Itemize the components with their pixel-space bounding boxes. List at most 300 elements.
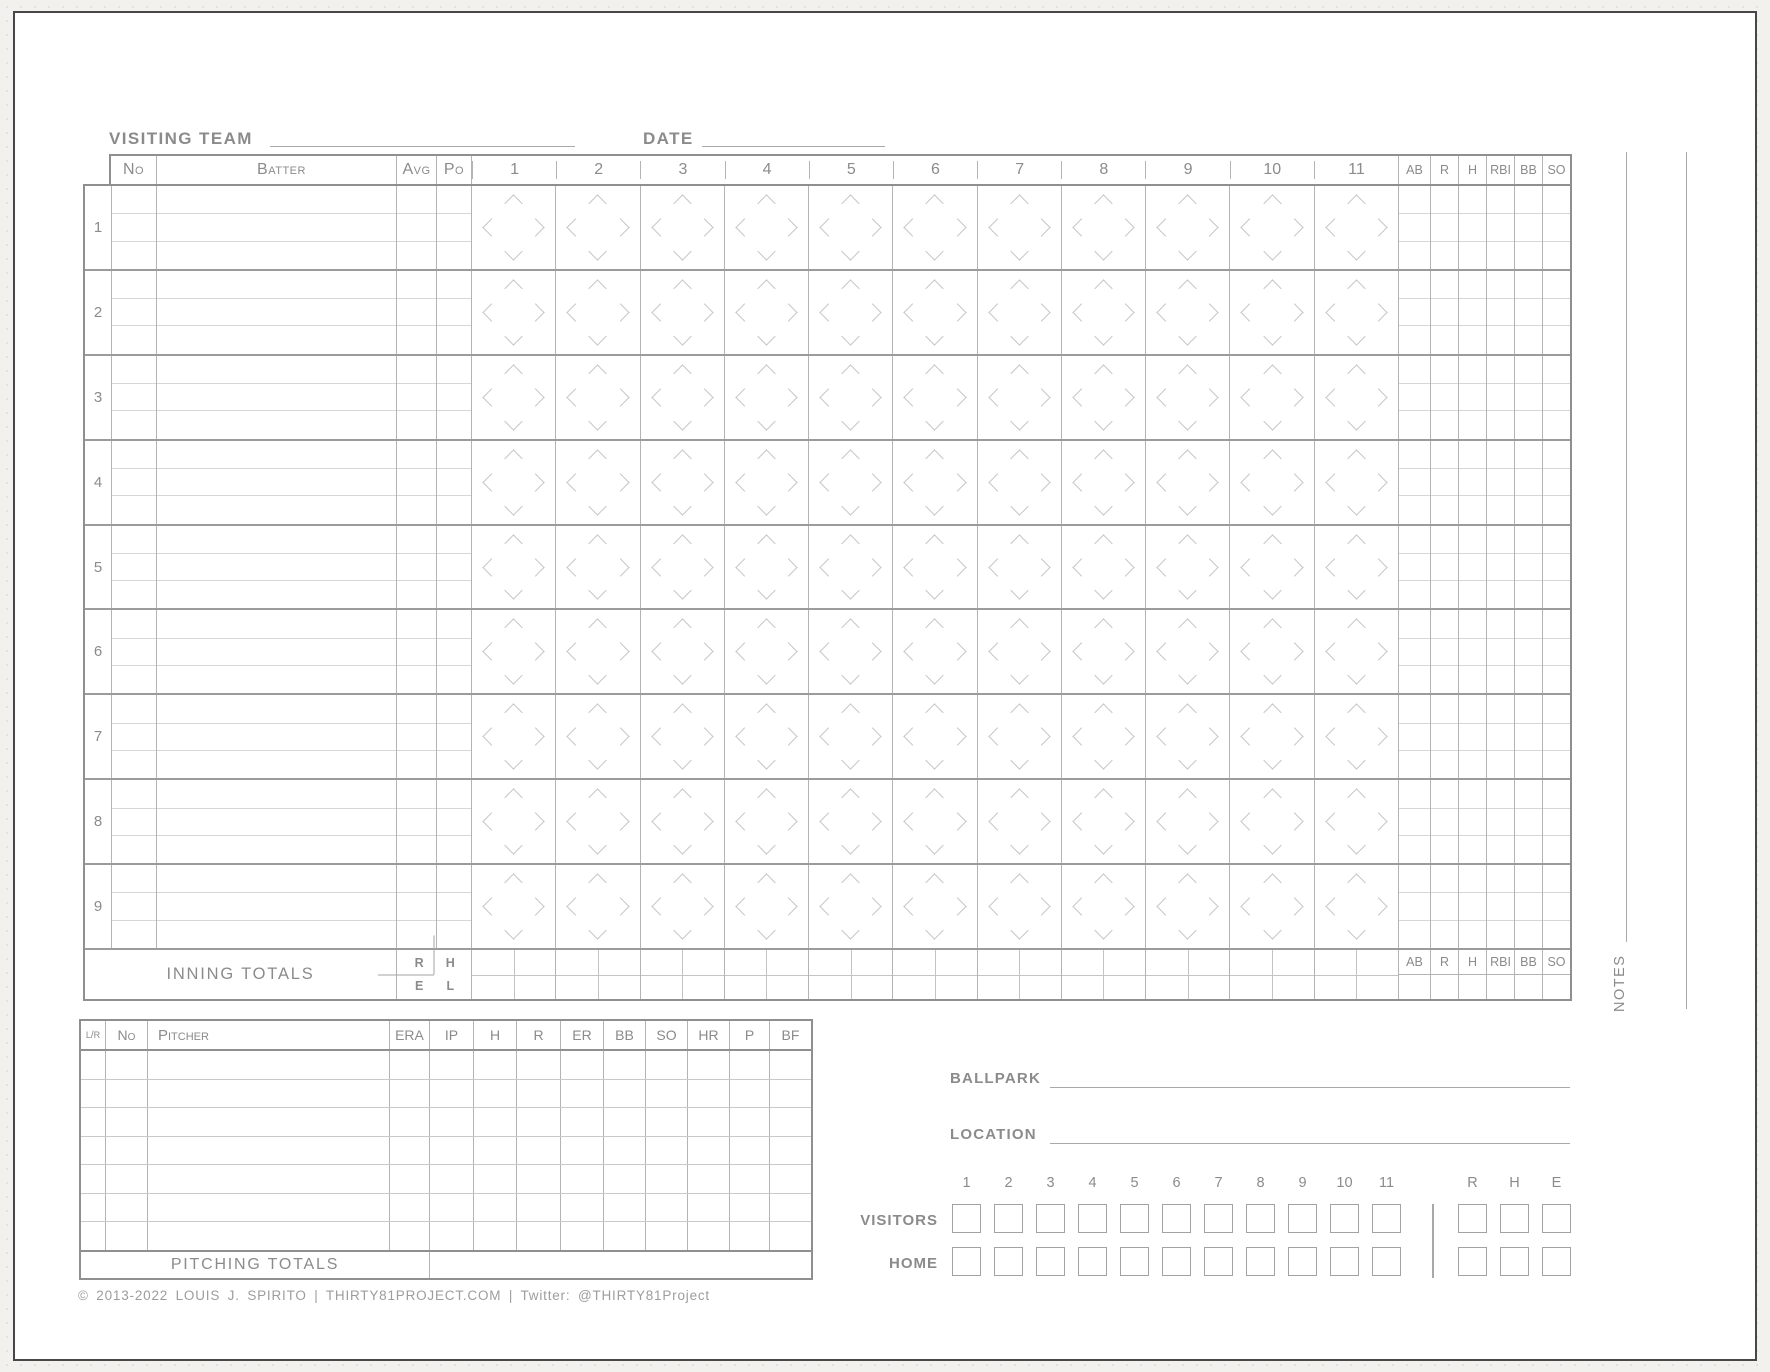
basepath-down-chevron-icon <box>1179 667 1197 685</box>
pitcher-p-cell <box>729 1108 769 1136</box>
inning-totals-label: INNING TOTALS <box>166 965 315 983</box>
linescore-inning-header-8: 8 <box>1256 1175 1265 1191</box>
basepath-down-chevron-icon <box>1347 582 1365 600</box>
basepath-left-chevron-icon <box>567 728 585 746</box>
inning-totals-cell-8 <box>1061 950 1145 999</box>
batter-po-cell <box>436 441 471 524</box>
at-bat-diamond-cell-inning-9 <box>1145 526 1229 609</box>
basepath-up-chevron-icon <box>757 279 775 297</box>
pitching-col-hr: HR <box>687 1021 729 1049</box>
batter-stat-cell-h <box>1458 186 1486 269</box>
at-bat-diamond-cell-inning-5 <box>808 610 892 693</box>
pitcher-hr-cell <box>687 1080 729 1108</box>
basepath-left-chevron-icon <box>1156 303 1174 321</box>
basepath-up-chevron-icon <box>1094 364 1112 382</box>
batter-po-cell <box>436 271 471 354</box>
basepath-up-chevron-icon <box>1094 789 1112 807</box>
totals-stat-label: SO <box>1543 950 1570 975</box>
basepath-up-chevron-icon <box>673 873 691 891</box>
batter-stat-cell-bb <box>1514 186 1542 269</box>
pitcher-lr-cell <box>81 1222 105 1250</box>
pitcher-bb-cell <box>603 1108 645 1136</box>
basepath-left-chevron-icon <box>482 728 500 746</box>
at-bat-diamond-cell-inning-8 <box>1061 865 1145 948</box>
basepath-down-chevron-icon <box>1179 836 1197 854</box>
basepath-left-chevron-icon <box>1156 558 1174 576</box>
at-bat-diamond-cell-inning-2 <box>555 610 639 693</box>
basepath-down-chevron-icon <box>1010 497 1028 515</box>
basepath-down-chevron-icon <box>673 921 691 939</box>
basepath-down-chevron-icon <box>1263 752 1281 770</box>
at-bat-diamond-cell-inning-6 <box>892 865 976 948</box>
basepath-right-chevron-icon <box>527 388 545 406</box>
at-bat-diamond-cell-inning-6 <box>892 526 976 609</box>
pitcher-h-cell <box>473 1165 516 1193</box>
batter-po-cell <box>436 526 471 609</box>
basepath-up-chevron-icon <box>589 194 607 212</box>
batting-inning-header-6: 6 <box>893 161 977 179</box>
batter-stat-cell-bb <box>1514 356 1542 439</box>
basepath-left-chevron-icon <box>988 728 1006 746</box>
batter-stat-cell-h <box>1458 526 1486 609</box>
inning-totals-row <box>85 948 1570 999</box>
at-bat-diamond-cell-inning-10 <box>1229 780 1313 863</box>
at-bat-diamond-cell-inning-6 <box>892 780 976 863</box>
basepath-right-chevron-icon <box>1201 473 1219 491</box>
batter-stat-cell-bb <box>1514 271 1542 354</box>
pitcher-name-cell <box>147 1080 389 1108</box>
pitcher-bb-cell <box>603 1051 645 1079</box>
at-bat-diamond-cell-inning-11 <box>1314 356 1398 439</box>
batting-inning-header-4: 4 <box>725 161 809 179</box>
basepath-up-chevron-icon <box>926 449 944 467</box>
basepath-right-chevron-icon <box>1369 812 1387 830</box>
basepath-down-chevron-icon <box>757 667 775 685</box>
pitching-totals-label: PITCHING TOTALS <box>170 1256 340 1273</box>
basepath-left-chevron-icon <box>819 643 837 661</box>
totals-stat-label: R <box>1431 950 1458 975</box>
batter-stat-cell-h <box>1458 356 1486 439</box>
basepath-right-chevron-icon <box>864 812 882 830</box>
basepath-up-chevron-icon <box>1347 704 1365 722</box>
basepath-down-chevron-icon <box>1179 752 1197 770</box>
basepath-left-chevron-icon <box>1325 643 1343 661</box>
basepath-right-chevron-icon <box>1201 218 1219 236</box>
at-bat-diamond-cell-inning-3 <box>640 610 724 693</box>
basepath-left-chevron-icon <box>1325 812 1343 830</box>
basepath-right-chevron-icon <box>1201 558 1219 576</box>
pitcher-row <box>81 1221 811 1250</box>
batter-name-cell <box>156 441 396 524</box>
pitcher-bb-cell <box>603 1080 645 1108</box>
pitcher-lr-cell <box>81 1137 105 1165</box>
pitching-col-p: P <box>729 1021 769 1049</box>
batting-order-number: 6 <box>93 643 103 661</box>
basepath-up-chevron-icon <box>673 194 691 212</box>
basepath-up-chevron-icon <box>504 534 522 552</box>
at-bat-diamond-cell-inning-10 <box>1229 441 1313 524</box>
batting-col-so: SO <box>1542 156 1570 184</box>
basepath-up-chevron-icon <box>757 873 775 891</box>
basepath-right-chevron-icon <box>948 218 966 236</box>
at-bat-diamond-cell-inning-4 <box>724 780 808 863</box>
basepath-left-chevron-icon <box>988 218 1006 236</box>
batter-stat-cell-r <box>1430 441 1458 524</box>
pitcher-lr-cell <box>81 1194 105 1222</box>
batter-name-cell <box>156 526 396 609</box>
at-bat-diamond-cell-inning-5 <box>808 356 892 439</box>
basepath-down-chevron-icon <box>757 412 775 430</box>
basepath-up-chevron-icon <box>926 704 944 722</box>
batting-table <box>83 154 1572 1001</box>
totals-stat-blank <box>1431 975 1458 999</box>
batting-inning-header-8: 8 <box>1061 161 1145 179</box>
basepath-up-chevron-icon <box>1010 449 1028 467</box>
basepath-down-chevron-icon <box>589 836 607 854</box>
basepath-left-chevron-icon <box>1072 897 1090 915</box>
basepath-left-chevron-icon <box>1156 218 1174 236</box>
pitching-totals-cells <box>429 1252 811 1278</box>
basepath-down-chevron-icon <box>841 242 859 260</box>
at-bat-diamond-cell-inning-6 <box>892 271 976 354</box>
batting-inning-header-1: 1 <box>472 161 556 179</box>
pitcher-ip-cell <box>429 1194 473 1222</box>
basepath-left-chevron-icon <box>988 812 1006 830</box>
basepath-down-chevron-icon <box>1263 582 1281 600</box>
basepath-down-chevron-icon <box>1179 921 1197 939</box>
batter-stat-cell-rbi <box>1486 695 1514 778</box>
at-bat-diamond-cell-inning-10 <box>1229 865 1313 948</box>
basepath-right-chevron-icon <box>695 218 713 236</box>
basepath-right-chevron-icon <box>779 558 797 576</box>
pitcher-no-cell <box>105 1108 147 1136</box>
batter-avg-cell <box>396 695 436 778</box>
basepath-right-chevron-icon <box>695 473 713 491</box>
batter-no-cell <box>111 526 156 609</box>
batter-stat-cell-so <box>1542 695 1570 778</box>
pitcher-era-cell <box>389 1194 429 1222</box>
batter-name-cell <box>156 610 396 693</box>
at-bat-diamond-cell-inning-2 <box>555 441 639 524</box>
batter-name-cell <box>156 356 396 439</box>
pitcher-bb-cell <box>603 1137 645 1165</box>
basepath-down-chevron-icon <box>673 582 691 600</box>
at-bat-diamond-cell-inning-8 <box>1061 356 1145 439</box>
basepath-up-chevron-icon <box>1347 279 1365 297</box>
basepath-left-chevron-icon <box>567 897 585 915</box>
basepath-right-chevron-icon <box>695 643 713 661</box>
batter-name-cell <box>156 271 396 354</box>
pitching-col-bf: BF <box>769 1021 811 1049</box>
basepath-right-chevron-icon <box>1116 728 1134 746</box>
basepath-left-chevron-icon <box>1072 388 1090 406</box>
basepath-right-chevron-icon <box>1116 643 1134 661</box>
pitcher-r-cell <box>516 1194 560 1222</box>
batting-col-avg: Avg <box>396 156 436 184</box>
basepath-down-chevron-icon <box>589 921 607 939</box>
basepath-up-chevron-icon <box>926 364 944 382</box>
at-bat-diamond-cell-inning-4 <box>724 865 808 948</box>
basepath-down-chevron-icon <box>1010 667 1028 685</box>
totals-stat-label: RBI <box>1487 950 1514 975</box>
pitcher-h-cell <box>473 1137 516 1165</box>
linescore-inning-header-10: 10 <box>1336 1175 1353 1191</box>
at-bat-diamond-cell-inning-7 <box>977 271 1061 354</box>
at-bat-diamond-cell-inning-2 <box>555 695 639 778</box>
key-vertical-divider <box>434 936 435 975</box>
basepath-up-chevron-icon <box>1094 704 1112 722</box>
batter-row <box>85 524 1570 609</box>
basepath-down-chevron-icon <box>1263 242 1281 260</box>
at-bat-diamond-cell-inning-5 <box>808 526 892 609</box>
batting-col-bb: BB <box>1514 156 1542 184</box>
basepath-up-chevron-icon <box>1179 279 1197 297</box>
at-bat-diamond-cell-inning-4 <box>724 186 808 269</box>
basepath-right-chevron-icon <box>1369 728 1387 746</box>
basepath-up-chevron-icon <box>1347 873 1365 891</box>
batter-stat-cell-rbi <box>1486 526 1514 609</box>
basepath-right-chevron-icon <box>1285 643 1303 661</box>
basepath-down-chevron-icon <box>757 582 775 600</box>
key-horizontal-divider <box>378 974 434 975</box>
linescore-inning-header-7: 7 <box>1214 1175 1223 1191</box>
linescore-inning-header-1: 1 <box>962 1175 971 1191</box>
pitcher-hr-cell <box>687 1222 729 1250</box>
basepath-down-chevron-icon <box>673 497 691 515</box>
pitcher-no-cell <box>105 1137 147 1165</box>
basepath-right-chevron-icon <box>611 473 629 491</box>
inning-totals-cell-6 <box>892 950 976 999</box>
at-bat-diamond-cell-inning-4 <box>724 695 808 778</box>
batter-avg-cell <box>396 271 436 354</box>
basepath-right-chevron-icon <box>1201 812 1219 830</box>
basepath-up-chevron-icon <box>841 873 859 891</box>
pitcher-bf-cell <box>769 1194 811 1222</box>
linescore-inning-header-4: 4 <box>1088 1175 1097 1191</box>
basepath-up-chevron-icon <box>926 194 944 212</box>
batter-stat-cell-r <box>1430 526 1458 609</box>
basepath-down-chevron-icon <box>926 582 944 600</box>
totals-stat-label: H <box>1459 950 1486 975</box>
pitcher-bf-cell <box>769 1051 811 1079</box>
batting-inning-header-2: 2 <box>556 161 640 179</box>
pitcher-so-cell <box>645 1194 687 1222</box>
batting-order-number: 7 <box>93 728 103 746</box>
basepath-left-chevron-icon <box>735 473 753 491</box>
basepath-up-chevron-icon <box>589 279 607 297</box>
basepath-down-chevron-icon <box>1094 752 1112 770</box>
basepath-right-chevron-icon <box>1369 643 1387 661</box>
basepath-down-chevron-icon <box>841 836 859 854</box>
basepath-down-chevron-icon <box>1347 242 1365 260</box>
at-bat-diamond-cell-inning-3 <box>640 526 724 609</box>
at-bat-diamond-cell-inning-9 <box>1145 865 1229 948</box>
pitcher-so-cell <box>645 1080 687 1108</box>
visiting-team-blank-line <box>270 146 575 147</box>
basepath-right-chevron-icon <box>611 643 629 661</box>
basepath-left-chevron-icon <box>1241 897 1259 915</box>
location-blank-line <box>1050 1143 1570 1144</box>
basepath-down-chevron-icon <box>841 497 859 515</box>
basepath-right-chevron-icon <box>1032 643 1050 661</box>
inning-totals-cell-11 <box>1314 950 1398 999</box>
basepath-left-chevron-icon <box>1072 812 1090 830</box>
pitcher-era-cell <box>389 1108 429 1136</box>
basepath-left-chevron-icon <box>904 473 922 491</box>
batter-stat-cell-ab <box>1398 526 1430 609</box>
at-bat-diamond-cell-inning-6 <box>892 441 976 524</box>
pitcher-bb-cell <box>603 1222 645 1250</box>
basepath-right-chevron-icon <box>864 897 882 915</box>
pitcher-hr-cell <box>687 1108 729 1136</box>
basepath-down-chevron-icon <box>757 752 775 770</box>
batter-stat-cell-ab <box>1398 186 1430 269</box>
batter-name-cell <box>156 695 396 778</box>
basepath-up-chevron-icon <box>1010 873 1028 891</box>
batter-stat-cell-h <box>1458 695 1486 778</box>
basepath-down-chevron-icon <box>841 752 859 770</box>
basepath-left-chevron-icon <box>1241 643 1259 661</box>
basepath-up-chevron-icon <box>1347 364 1365 382</box>
pitcher-er-cell <box>560 1051 603 1079</box>
pitcher-row <box>81 1107 811 1136</box>
batter-stat-cell-so <box>1542 356 1570 439</box>
at-bat-diamond-cell-inning-5 <box>808 271 892 354</box>
basepath-up-chevron-icon <box>1179 364 1197 382</box>
basepath-down-chevron-icon <box>1094 412 1112 430</box>
at-bat-diamond-cell-inning-4 <box>724 610 808 693</box>
basepath-right-chevron-icon <box>527 303 545 321</box>
basepath-right-chevron-icon <box>779 303 797 321</box>
batting-inning-header-5: 5 <box>809 161 893 179</box>
basepath-up-chevron-icon <box>1347 194 1365 212</box>
pitcher-lr-cell <box>81 1051 105 1079</box>
batting-order-number: 9 <box>93 898 103 916</box>
at-bat-diamond-cell-inning-8 <box>1061 780 1145 863</box>
basepath-up-chevron-icon <box>1179 194 1197 212</box>
basepath-up-chevron-icon <box>1094 873 1112 891</box>
at-bat-diamond-cell-inning-1 <box>471 695 555 778</box>
basepath-right-chevron-icon <box>1032 303 1050 321</box>
batter-stat-cell-h <box>1458 865 1486 948</box>
batting-order-number: 4 <box>93 473 103 491</box>
basepath-up-chevron-icon <box>1263 789 1281 807</box>
basepath-right-chevron-icon <box>1285 897 1303 915</box>
basepath-right-chevron-icon <box>1369 558 1387 576</box>
basepath-up-chevron-icon <box>504 194 522 212</box>
basepath-right-chevron-icon <box>695 388 713 406</box>
basepath-up-chevron-icon <box>1347 449 1365 467</box>
basepath-down-chevron-icon <box>589 667 607 685</box>
at-bat-diamond-cell-inning-1 <box>471 610 555 693</box>
linescore-inning-header-9: 9 <box>1298 1175 1307 1191</box>
basepath-up-chevron-icon <box>1094 534 1112 552</box>
basepath-right-chevron-icon <box>1201 303 1219 321</box>
basepath-left-chevron-icon <box>1072 303 1090 321</box>
basepath-right-chevron-icon <box>527 473 545 491</box>
basepath-left-chevron-icon <box>819 728 837 746</box>
pitcher-row <box>81 1164 811 1193</box>
basepath-left-chevron-icon <box>1241 218 1259 236</box>
pitcher-so-cell <box>645 1222 687 1250</box>
batting-inning-headers <box>471 156 1398 184</box>
batter-stat-cell-r <box>1430 271 1458 354</box>
basepath-down-chevron-icon <box>1347 327 1365 345</box>
pitching-total-bf-cell <box>770 1252 811 1278</box>
pitcher-lr-cell <box>81 1165 105 1193</box>
batter-stat-cell-so <box>1542 865 1570 948</box>
basepath-right-chevron-icon <box>864 558 882 576</box>
at-bat-diamond-cell-inning-4 <box>724 356 808 439</box>
basepath-left-chevron-icon <box>904 728 922 746</box>
basepath-down-chevron-icon <box>1179 327 1197 345</box>
basepath-right-chevron-icon <box>864 388 882 406</box>
basepath-left-chevron-icon <box>904 812 922 830</box>
pitcher-no-cell <box>105 1222 147 1250</box>
basepath-right-chevron-icon <box>1369 218 1387 236</box>
at-bat-diamond-cell-inning-5 <box>808 780 892 863</box>
date-blank-line <box>702 146 885 147</box>
at-bat-diamond-cell-inning-1 <box>471 780 555 863</box>
basepath-down-chevron-icon <box>673 836 691 854</box>
pitcher-h-cell <box>473 1194 516 1222</box>
basepath-up-chevron-icon <box>1263 194 1281 212</box>
batter-row <box>85 693 1570 778</box>
batter-no-cell <box>111 865 156 948</box>
at-bat-diamond-cell-inning-11 <box>1314 865 1398 948</box>
basepath-down-chevron-icon <box>1347 412 1365 430</box>
basepath-down-chevron-icon <box>673 412 691 430</box>
basepath-left-chevron-icon <box>988 473 1006 491</box>
totals-stat-blank <box>1399 975 1430 999</box>
batter-stat-cell-h <box>1458 610 1486 693</box>
basepath-down-chevron-icon <box>841 667 859 685</box>
pitcher-era-cell <box>389 1137 429 1165</box>
basepath-right-chevron-icon <box>1116 473 1134 491</box>
date-label: DATE <box>643 129 694 148</box>
pitching-total-h-cell <box>474 1252 517 1278</box>
pitcher-ip-cell <box>429 1222 473 1250</box>
basepath-up-chevron-icon <box>504 449 522 467</box>
notes-rule-line-1 <box>1626 152 1627 942</box>
batter-no-cell <box>111 780 156 863</box>
at-bat-diamond-cell-inning-8 <box>1061 526 1145 609</box>
batter-stat-cell-ab <box>1398 610 1430 693</box>
basepath-down-chevron-icon <box>841 582 859 600</box>
pitcher-p-cell <box>729 1080 769 1108</box>
batter-stat-cell-r <box>1430 865 1458 948</box>
at-bat-diamond-cell-inning-7 <box>977 441 1061 524</box>
basepath-right-chevron-icon <box>779 473 797 491</box>
basepath-left-chevron-icon <box>1156 728 1174 746</box>
batter-stat-cell-r <box>1430 695 1458 778</box>
at-bat-diamond-cell-inning-8 <box>1061 441 1145 524</box>
batting-order-number: 8 <box>93 813 103 831</box>
basepath-left-chevron-icon <box>482 558 500 576</box>
basepath-up-chevron-icon <box>504 279 522 297</box>
pitcher-no-cell <box>105 1194 147 1222</box>
basepath-up-chevron-icon <box>673 704 691 722</box>
basepath-left-chevron-icon <box>819 473 837 491</box>
pitcher-name-cell <box>147 1222 389 1250</box>
at-bat-diamond-cell-inning-3 <box>640 780 724 863</box>
basepath-left-chevron-icon <box>1325 897 1343 915</box>
batter-stat-cell-h <box>1458 271 1486 354</box>
basepath-up-chevron-icon <box>757 619 775 637</box>
at-bat-diamond-cell-inning-11 <box>1314 271 1398 354</box>
basepath-down-chevron-icon <box>757 836 775 854</box>
pitching-col-era: ERA <box>389 1021 429 1049</box>
